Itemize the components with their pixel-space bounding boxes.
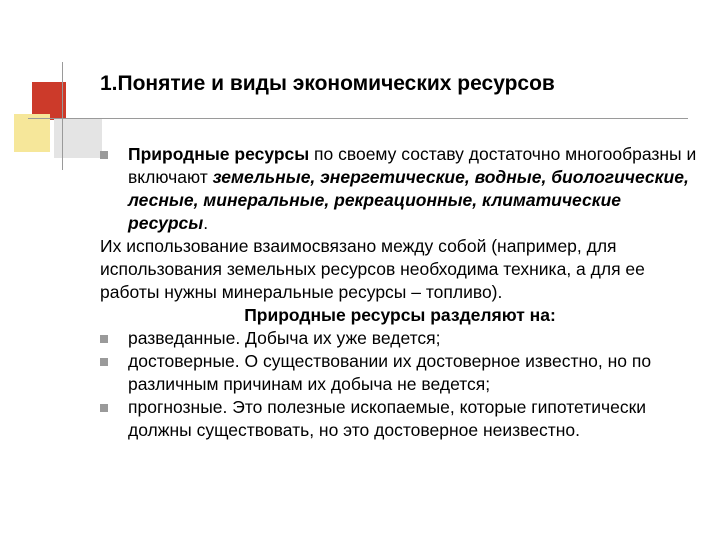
bullet-square-icon	[100, 358, 108, 366]
list-item-text: прогнозные. Это полезные ископаемые, которые гипотетически должны существовать, но это достоверное неизвестно.	[128, 397, 647, 440]
decor-vertical-line	[62, 62, 63, 170]
bullet-square-icon	[100, 404, 108, 412]
list-item-text: достоверные. О существовании их достоверное известно, но по различным причинам их добыча не ведется;	[128, 351, 652, 394]
list-item	[100, 396, 700, 442]
title-divider-line	[28, 118, 688, 119]
usage-paragraph: Их использование взаимосвязано между собой (например, для использования земельных ресурсов необходима техника, а для ее работы нужны минеральные ресурсы – топливо).	[100, 236, 645, 302]
slide-body	[100, 143, 700, 442]
intro-end: .	[203, 213, 209, 233]
decor-yellow-square	[14, 114, 50, 152]
bullet-square-icon	[100, 151, 108, 159]
bullet-square-icon	[100, 335, 108, 343]
list-item	[100, 327, 700, 350]
classification-heading: Природные ресурсы разделяют на:	[244, 305, 556, 325]
intro-text: по своему составу достаточно многообразны и включают	[128, 144, 697, 187]
list-item-text: разведанные. Добыча их уже ведется;	[128, 328, 441, 348]
slide-title: 1.Понятие и виды экономических ресурсов	[100, 72, 555, 95]
intro-bold-lead: Природные ресурсы	[128, 144, 310, 164]
list-item	[100, 350, 700, 396]
intro-resource-types: земельные, энергетические, водные, биологические, лесные, минеральные, рекреационные, климатические ресурсы	[128, 167, 689, 233]
intro-bullet	[100, 143, 700, 235]
